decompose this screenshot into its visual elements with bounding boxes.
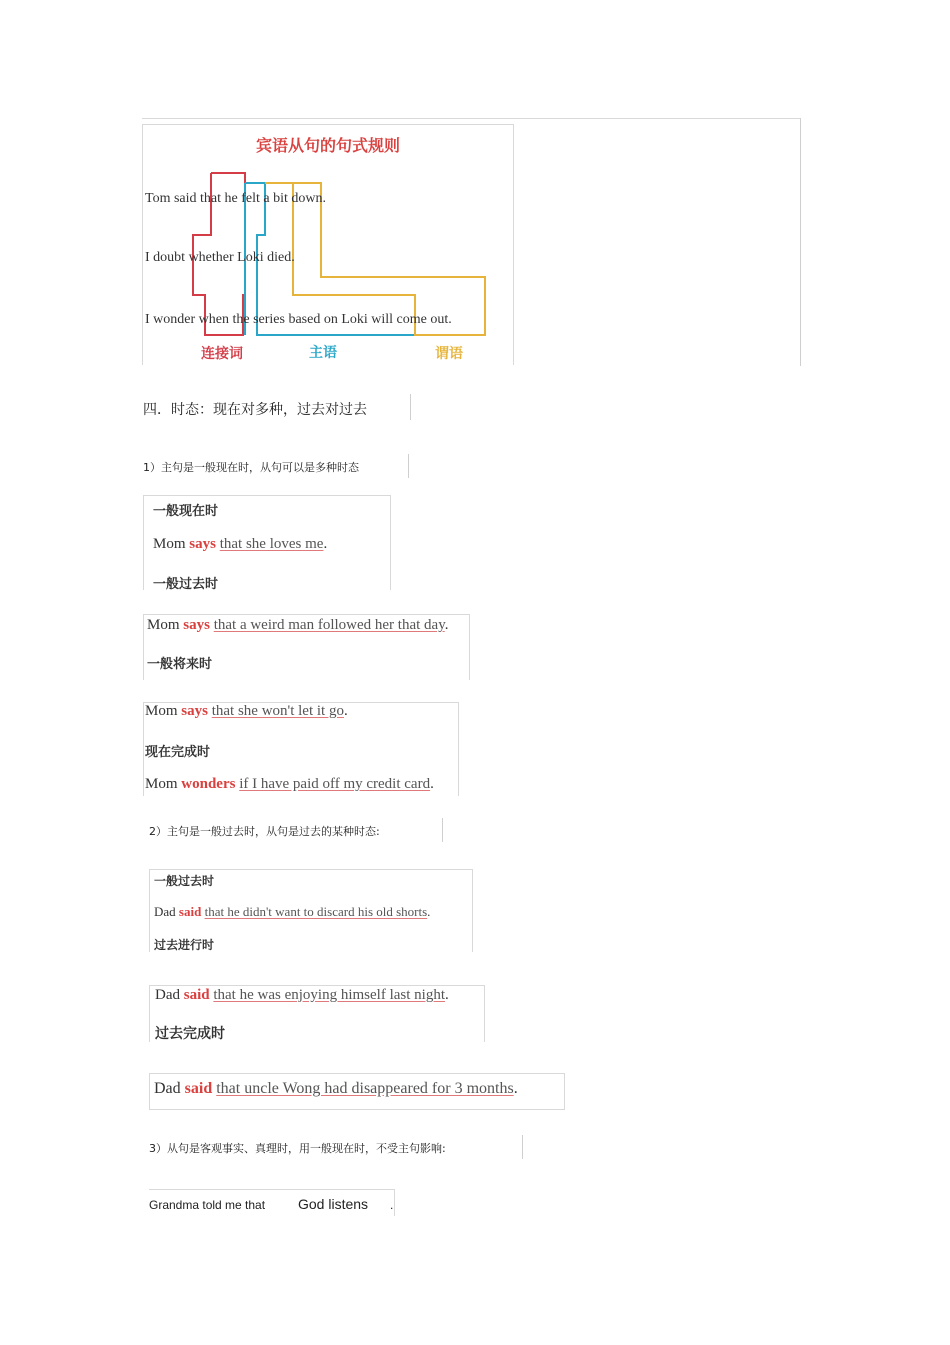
grandma-clause: God listens xyxy=(298,1196,369,1212)
diagram-title: 宾语从句的句式规则 xyxy=(255,136,400,155)
rule-3-divider xyxy=(522,1135,523,1159)
grandma-end: . xyxy=(390,1198,394,1212)
example-simple-future: Mom says that she won't let it go. xyxy=(145,703,348,719)
example-past-perfect: Dad said that uncle Wong had disappeared for 3 months. xyxy=(154,1080,518,1097)
label-simple-future: 一般将来时 xyxy=(147,657,213,672)
example-past-continuous: Dad said that he was enjoying himself last night. xyxy=(155,987,449,1003)
present-box-2 xyxy=(143,614,470,680)
past-box-2 xyxy=(149,985,485,1042)
rule-2-divider xyxy=(442,818,443,842)
legend-subject: 主语 xyxy=(309,345,337,361)
present-box-1 xyxy=(143,495,391,590)
rule-1-divider xyxy=(408,454,409,478)
grandma-example-box xyxy=(149,1189,395,1216)
label-past-simple: 一般过去时 xyxy=(154,874,215,888)
diagram-frame-right xyxy=(800,118,801,366)
diagram-outlines xyxy=(143,125,513,365)
rule-2: 2）主句是一般过去时，从句是过去的某种时态: xyxy=(149,825,380,838)
rule-3: 3）从句是客观事实、真理时，用一般现在时，不受主句影响: xyxy=(149,1142,446,1155)
sentence-3: I wonder when the series based on Loki will come out. xyxy=(145,312,452,327)
sentence-1: Tom said that he felt a bit down. xyxy=(145,191,326,206)
example-simple-past: Mom says that a weird man followed her that day. xyxy=(147,617,449,633)
section-heading: 四．时态：现在对多种，过去对过去 xyxy=(143,402,367,418)
heading-divider xyxy=(410,394,411,420)
past-box-3 xyxy=(149,1073,565,1110)
label-past-perfect: 过去完成时 xyxy=(155,1026,225,1042)
example-simple-present: Mom says that she loves me. xyxy=(153,536,328,552)
label-past-continuous: 过去进行时 xyxy=(154,938,215,952)
legend-predicate: 谓语 xyxy=(435,346,463,362)
sentence-2: I doubt whether Loki died. xyxy=(145,250,295,265)
legend-connector: 连接词 xyxy=(201,346,243,362)
label-simple-past: 一般过去时 xyxy=(153,577,219,592)
label-present-perfect: 现在完成时 xyxy=(145,745,211,760)
grandma-prefix: Grandma told me that xyxy=(149,1198,266,1212)
label-simple-present: 一般现在时 xyxy=(153,504,219,519)
example-present-perfect: Mom wonders if I have paid off my credit card. xyxy=(145,776,434,792)
present-box-3 xyxy=(143,702,459,796)
rule-1: 1）主句是一般现在时，从句可以是多种时态 xyxy=(143,461,359,474)
clause-rule-diagram xyxy=(142,124,514,365)
past-box-1 xyxy=(149,869,473,952)
example-past-simple: Dad said that he didn't want to discard his old shorts. xyxy=(154,904,431,919)
diagram-frame-top xyxy=(142,118,801,119)
